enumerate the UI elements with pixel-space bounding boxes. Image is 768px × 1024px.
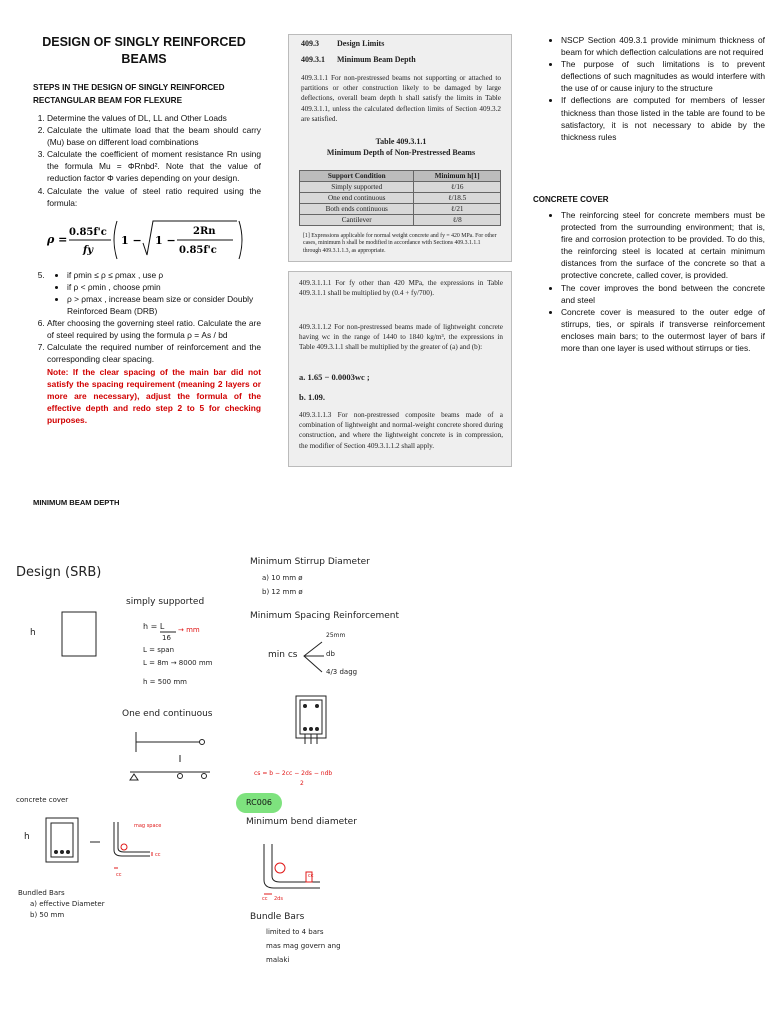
table-row: Cantilever ℓ/8 bbox=[300, 215, 501, 226]
col-minimum-h: Minimum h[1] bbox=[414, 171, 501, 182]
note-min-spacing: Minimum Spacing Reinforcement bbox=[250, 611, 400, 621]
sub-title: Minimum Beam Depth bbox=[337, 55, 416, 64]
condition-1: • 5. if ρmin ≤ ρ ≤ ρmax , use ρ bbox=[67, 269, 261, 281]
sec-number: 409.3 bbox=[301, 39, 319, 48]
title-line-1: DESIGN OF SINGLY REINFORCED bbox=[42, 35, 246, 49]
modifier-a: a. 1.65 − 0.0003wc ; bbox=[299, 372, 370, 382]
step-3: 3. Calculate the coefficient of moment resistance Rn using the formula Mu = ΦRnbd². Note that the value of reduction factor Φ varies depending on your design. bbox=[47, 148, 261, 184]
table-row: Simply supported ℓ/16 bbox=[300, 182, 501, 193]
min-cs-brace bbox=[300, 634, 330, 684]
step-2: 2. Calculate the ultimate load that the beam should carry (Mu) base on different load combinations bbox=[47, 124, 261, 148]
note-min-bend: Minimum bend diameter bbox=[246, 817, 357, 827]
concrete-cover-heading: CONCRETE COVER bbox=[533, 195, 609, 204]
note-l-span: L = span bbox=[143, 646, 175, 654]
spacing-note: Note: If the clear spacing of the main bar did not satisfy the spacing requirement (meaning 2 layers or more are necessary), adjust the formula of the effective depth and redo step 2 to 5 for checking purposes. bbox=[47, 366, 261, 425]
one-end-continuous-sketch bbox=[120, 722, 230, 782]
modifier-para-1: 409.3.1.1.1 For fy other than 420 MPa, the expressions in Table 409.3.1.1 shall be multiplied by (0.4 + fy/700). bbox=[299, 279, 503, 298]
note-to-mm: → mm bbox=[178, 626, 200, 634]
note-h-eq: h = L bbox=[143, 622, 165, 631]
spacing-section-sketch bbox=[290, 692, 350, 752]
nscp-bullet-2: • The purpose of such limitations is to prevent deflections of such magnitudes as would interfere with the use of or cause injury to the structure bbox=[561, 58, 765, 94]
sec-paragraph: 409.3.1.1 For non-prestressed beams not supporting or attached to partitions or other construction likely to be damaged by large deflections, overall beam depth h shall satisfy the limits in Table 409.3.1.1, unless the calculated deflection limits of Section 409.3.2 are satisfied. bbox=[301, 74, 501, 123]
min-depth-table bbox=[299, 170, 501, 226]
cover-bullet-2: • The cover improves the bond between the concrete and steel bbox=[561, 282, 765, 306]
concrete-cover-notes bbox=[533, 209, 765, 354]
note-simply-supported: simply supported bbox=[126, 597, 205, 607]
page-title bbox=[30, 34, 258, 68]
title-line-2: BEAMS bbox=[121, 52, 167, 66]
sec-title: Design Limits bbox=[337, 39, 385, 48]
note-min-stirrup: Minimum Stirrup Diameter bbox=[250, 557, 370, 567]
note-h-den: 16 bbox=[162, 634, 171, 642]
formula-lhs: ρ = bbox=[47, 232, 68, 246]
cover-bullet-1: • The reinforcing steel for concrete members must be protected from the surrounding environment; that is, fire and corrosion protection to be provided. To do this, the reinforcing steel is located at certain minimum distances from the surface of the concrete so that a protective concrete, called cover, is provided. bbox=[561, 209, 765, 282]
step-4 bbox=[47, 185, 261, 263]
formula-inner-one: 1 − bbox=[155, 233, 176, 247]
modifier-para-2: 409.3.1.1.2 For non-prestressed beams made of lightweight concrete having wc in the range of 1440 to 1840 kg/m³, the expressions in Table 409.3.1.1 shall be multiplied by the greater of (a) and (b): bbox=[299, 323, 503, 352]
table-caption-2: Minimum Depth of Non-Prestressed Beams bbox=[326, 148, 476, 157]
formula-frac2-num: 2Rn bbox=[193, 225, 216, 237]
steel-ratio-formula bbox=[47, 215, 261, 263]
modifier-b: b. 1.09. bbox=[299, 392, 325, 402]
note-concrete-cover: concrete cover bbox=[16, 796, 69, 804]
note-l-val: L = 8m → 8000 mm bbox=[143, 659, 213, 667]
note-ms-b: b) 12 mm ø bbox=[262, 588, 303, 596]
step-7: 7. Calculate the required number of reinforcement and the corresponding clear spacing. Note: If the clear spacing of the main bar did not satisfy the spacing requirement (meaning 2 layers or more are necessary), adjust the formula of the effective depth and redo step 2 to 5 for checking purposes. bbox=[47, 341, 261, 426]
note-mag-space: mag space bbox=[134, 823, 162, 829]
note-design-srb: Design (SRB) bbox=[16, 565, 102, 580]
code-excerpt-table bbox=[288, 34, 512, 262]
note-cs-den: 2 bbox=[300, 780, 304, 787]
note-cc-d: cc bbox=[262, 896, 268, 902]
rc006-badge: RC006 bbox=[236, 793, 282, 813]
condition-3: • ρ > ρmax , increase beam size or consider Doubly Reinforced Beam (DRB) bbox=[67, 293, 261, 317]
condition-2: • if ρ < ρmin , choose ρmin bbox=[67, 281, 261, 293]
nscp-notes bbox=[533, 34, 765, 143]
table-row: Both ends continuous ℓ/21 bbox=[300, 204, 501, 215]
note-ds-2: 2ds bbox=[274, 896, 283, 902]
nscp-bullet-3: • If deflections are computed for members of lesser thickness than those listed in the table are found to be satisfactory, it is not necessary to abide by the thickness rules bbox=[561, 94, 765, 142]
formula-frac2-den: 0.85f'c bbox=[179, 244, 217, 256]
note-bun-2: mas mag govern ang bbox=[266, 942, 341, 950]
cover-bullet-3: • Concrete cover is measured to the outer edge of stirrups, ties, or spirals if transverse reinforcement encloses main bars; to the outermost layer of bars if more than one layer is used without stirrups or ties. bbox=[561, 306, 765, 354]
table-caption-1: Table 409.3.1.1 bbox=[375, 137, 427, 146]
min-depth-heading: MINIMUM BEAM DEPTH bbox=[33, 498, 120, 507]
nscp-bullet-1: • NSCP Section 409.3.1 provide minimum thickness of beam for which deflection calculations are not required bbox=[561, 34, 765, 58]
note-sp-dagg: 4/3 dagg bbox=[326, 668, 358, 676]
step-4-text: Calculate the value of steel ratio required using the formula: bbox=[47, 185, 261, 208]
note-cc-b: cc bbox=[155, 852, 161, 858]
note-cs-formula: cs = b − 2cc − 2ds − ndb bbox=[254, 770, 333, 777]
steel-ratio-conditions bbox=[47, 269, 261, 317]
formula-graphic bbox=[47, 215, 247, 263]
step-6: 6. After choosing the governing steel ratio. Calculate the are of steel required by using the formula ρ = As / bd bbox=[47, 317, 261, 341]
table-footnote: [1] Expressions applicable for normal weight concrete and fy = 420 MPa. For other cases, minimum h shall be modified in accordance with Sections 409.3.1.1.1 through 409.3.1.1.3, as appropriate. bbox=[303, 233, 497, 254]
note-min-cs: min cs bbox=[268, 650, 298, 660]
note-h2: h bbox=[24, 832, 30, 842]
beam-section-sketch bbox=[12, 600, 122, 680]
note-ms-a: a) 10 mm ø bbox=[262, 574, 303, 582]
note-h-val: h = 500 mm bbox=[143, 678, 187, 686]
steps-list bbox=[33, 112, 261, 426]
table-row: One end continuous ℓ/18.5 bbox=[300, 193, 501, 204]
note-cc-c: cc bbox=[308, 873, 314, 879]
formula-one: 1 − bbox=[121, 233, 142, 247]
note-cc-a: cc bbox=[116, 872, 122, 878]
modifier-para-3: 409.3.1.1.3 For non-prestressed composite beams made of a combination of lightweight and normal-weight concrete shored during construction, and where the lightweight concrete is in compression, the modifier of Section 409.3.1.1.2 shall apply. bbox=[299, 411, 503, 450]
code-excerpt-modifiers bbox=[288, 271, 512, 467]
note-h1: h bbox=[30, 628, 36, 638]
formula-frac1-den: fy bbox=[83, 244, 94, 256]
note-bb-b: b) 50 mm bbox=[30, 911, 65, 919]
step-5 bbox=[47, 269, 261, 317]
note-bundled-bars: Bundled Bars bbox=[18, 889, 65, 897]
note-bun-3: malaki bbox=[266, 956, 290, 964]
sub-number: 409.3.1 bbox=[301, 55, 325, 64]
col-support-condition: Support Condition bbox=[300, 171, 414, 182]
step-1: 1. Determine the values of DL, LL and Other Loads bbox=[47, 112, 261, 124]
note-sp-db: db bbox=[326, 650, 335, 658]
note-one-end: One end continuous bbox=[122, 709, 213, 719]
formula-frac1-num: 0.85f'c bbox=[69, 226, 107, 238]
note-bundle-bars: Bundle Bars bbox=[250, 912, 305, 922]
note-bun-1: limited to 4 bars bbox=[266, 928, 324, 936]
steps-heading: STEPS IN THE DESIGN OF SINGLY REINFORCED RECTANGULAR BEAM FOR FLEXURE bbox=[33, 83, 225, 105]
note-bb-a: a) effective Diameter bbox=[30, 900, 105, 908]
note-sp-25: 25mm bbox=[326, 632, 346, 639]
